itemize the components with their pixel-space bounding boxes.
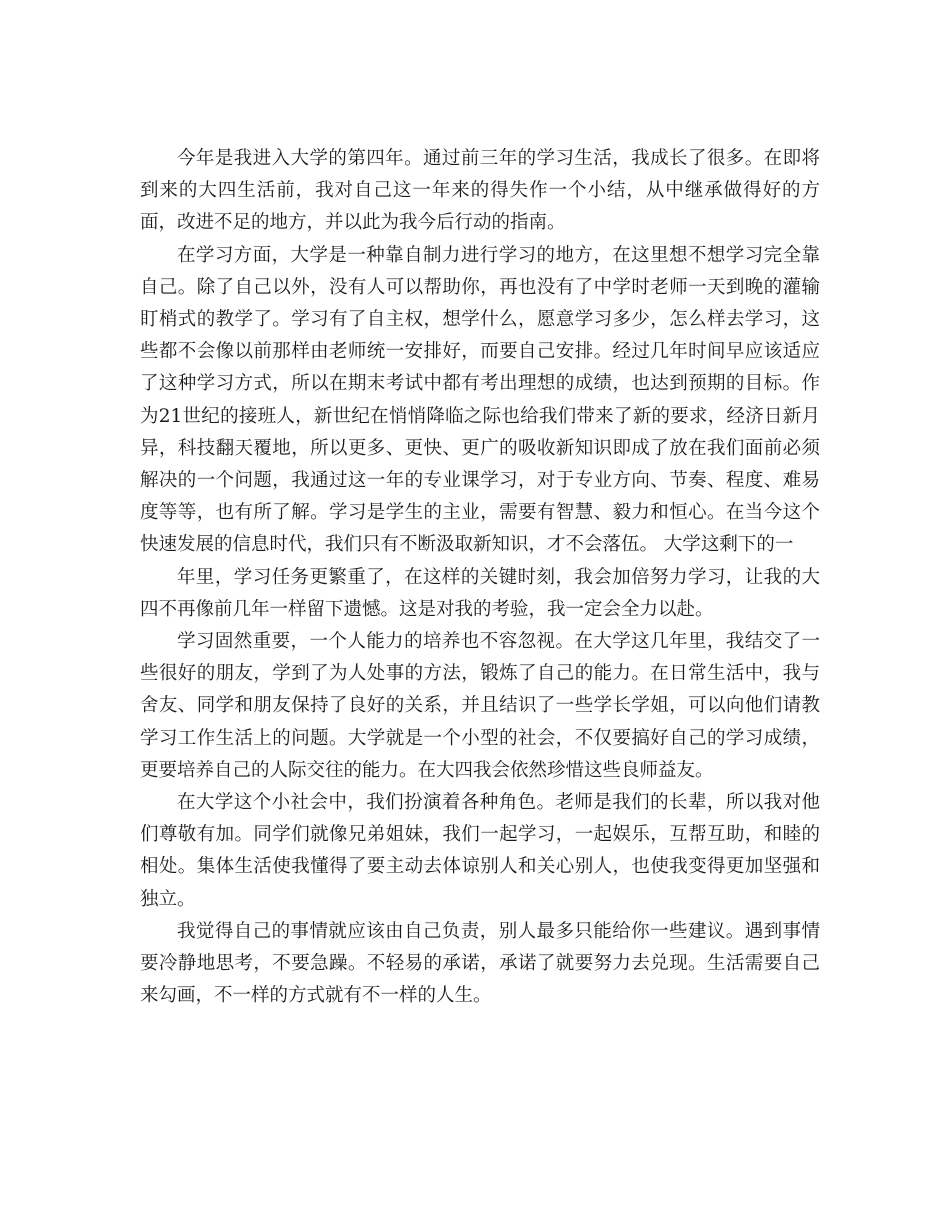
paragraph-intro: 今年是我进入大学的第四年。通过前三年的学习生活，我成长了很多。在即将到来的大四生活前，我对自己这一年来的得失作一个小结，从中继承做得好的方面，改进不足的地方，并以此为我今后行动的指南。 [140, 148, 820, 234]
paragraph-study: 在学习方面，大学是一种靠自制力进行学习的地方，在这里想不想学习完全靠自己。除了自己以外，没有人可以帮助你，再也没有了中学时老师一天到晚的灌输盯梢式的教学了。学习有了自主权，想学什么，愿意学习多少，怎么样去学习，这些都不会像以前那样由老师统一安排好，而要自己安排。经过几年时间早应该适应了这种学习方式，所以在期末考试中都有考出理想的成绩，也达到预期的目标。作为21世纪的接班人，新世纪在悄悄降临之际也给我们带来了新的要求，经济日新月异，科技翻天覆地，所以更多、更快、更广的吸收新知识即成了放在我们面前必须解决的一个问题，我通过这一年的专业课学习，对于专业方向、节奏、程度、难易度等等，也有所了解。学习是学生的主业，需要有智慧、毅力和恒心。在当今这个快速发展的信息时代，我们只有不断汲取新知识，才不会落伍。 大学这剩下的一 [140, 244, 820, 556]
paragraph-responsibility: 我觉得自己的事情就应该由自己负责，别人最多只能给你一些建议。遇到事情要冷静地思考，不要急躁。不轻易的承诺，承诺了就要努力去兑现。生活需要自己来勾画，不一样的方式就有不一样的人生。 [140, 920, 820, 1007]
paragraph-study-continued: 年里，学习任务更繁重了，在这样的关键时刻，我会加倍努力学习，让我的大四不再像前几年一样留下遗憾。这是对我的考验，我一定会全力以赴。 [140, 566, 820, 620]
document-body [140, 143, 820, 1012]
paragraph-abilities: 学习固然重要，一个人能力的培养也不容忽视。在大学这几年里，我结交了一些很好的朋友，学到了为人处事的方法，锻炼了自己的能力。在日常生活中，我与舍友、同学和朋友保持了良好的关系，并且结识了一些学长学姐，可以向他们请教学习工作生活上的问题。大学就是一个小型的社会，不仅要搞好自己的学习成绩，更要培养自己的人际交往的能力。在大四我会依然珍惜这些良师益友。 [140, 631, 820, 781]
paragraph-roles: 在大学这个小社会中，我们扮演着各种角色。老师是我们的长辈，所以我对他们尊敬有加。同学们就像兄弟姐妹，我们一起学习，一起娱乐，互帮互助，和睦的相处。集体生活使我懂得了要主动去体谅别人和关心别人，也使我变得更加坚强和独立。 [140, 792, 820, 910]
